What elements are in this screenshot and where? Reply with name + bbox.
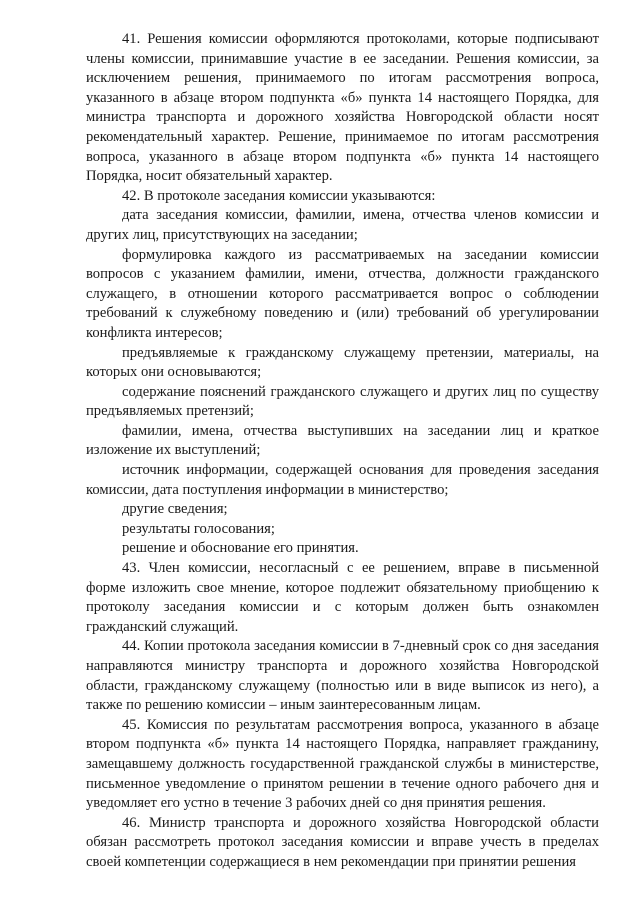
list-item: другие сведения; bbox=[122, 501, 228, 518]
list-item: дата заседания комиссии, фамилии, имена, отчества членов комиссии и других лиц, присутствующих на заседании; bbox=[86, 207, 599, 243]
list-item: содержание пояснений гражданского служащего и других лиц по существу предъявляемых претензий; bbox=[86, 383, 599, 420]
list-item: формулировка каждого из рассматриваемых на заседании комиссии вопросов с указанием фамилии, имени, отчества, должности гражданского служащего, в отношении которого рассматривается вопрос о соблюдении требований к служебному поведению и (или) требований об урегулировании конфликта интересов; bbox=[86, 246, 599, 341]
paragraph-42: 42. В протоколе заседания комиссии указываются: bbox=[122, 187, 436, 204]
document-page bbox=[86, 30, 599, 873]
list-item: предъявляемые к гражданскому служащему претензии, материалы, на которых они основываются; bbox=[86, 344, 599, 381]
list-item: источник информации, содержащей основания для проведения заседания комиссии, дата поступления информации в министерство; bbox=[86, 462, 599, 498]
paragraph-41: 41. Решения комиссии оформляются протоколами, которые подписывают члены комиссии, принимавшие участие в ее заседании. Решения комиссии, за исключением решения, принимаемого по итогам рассмотрения вопроса, указанного в абзаце втором подпункта «б» пункта 14 настоящего Порядка, для министра транспорта и дорожного хозяйства Новгородской области носят рекомендательный характер. Решение, принимаемое по итогам рассмотрения вопроса, указанного в абзаце втором подпункта «б» пункта 14 настоящего Порядка, носит обязательный характер. bbox=[86, 31, 599, 185]
list-item: фамилии, имена, отчества выступивших на заседании лиц и краткое изложение их выступлений; bbox=[86, 422, 599, 459]
list-item: решение и обоснование его принятия. bbox=[122, 540, 359, 557]
paragraph-44: 44. Копии протокола заседания комиссии в 7-дневный срок со дня заседания направляются министру транспорта и дорожного хозяйства Новгородской области, гражданскому служащему (полностью или в виде выписок из него), а также по решению комиссии – иным заинтересованным лицам. bbox=[86, 638, 599, 714]
paragraph-46: 46. Министр транспорта и дорожного хозяйства Новгородской области обязан рассмотреть протокол заседания комиссии и вправе учесть в пределах своей компетенции содержащиеся в нем рекомендации при принятии решения bbox=[86, 814, 599, 870]
list-item: результаты голосования; bbox=[122, 520, 275, 537]
paragraph-43: 43. Член комиссии, несогласный с ее решением, вправе в письменной форме изложить свое мнение, которое подлежит обязательному приобщению к протоколу заседания комиссии и с которым должен быть ознакомлен гражданский служащий. bbox=[86, 560, 599, 635]
paragraph-45: 45. Комиссия по результатам рассмотрения вопроса, указанного в абзаце втором подпункта «б» пункта 14 настоящего Порядка, направляет гражданину, замещавшему должность государственной гражданской службы в министерстве, письменное уведомление о принятом решении в течение одного рабочего дня и уведомляет его устно в течение 3 рабочих дней со дня принятия решения. bbox=[86, 716, 599, 812]
